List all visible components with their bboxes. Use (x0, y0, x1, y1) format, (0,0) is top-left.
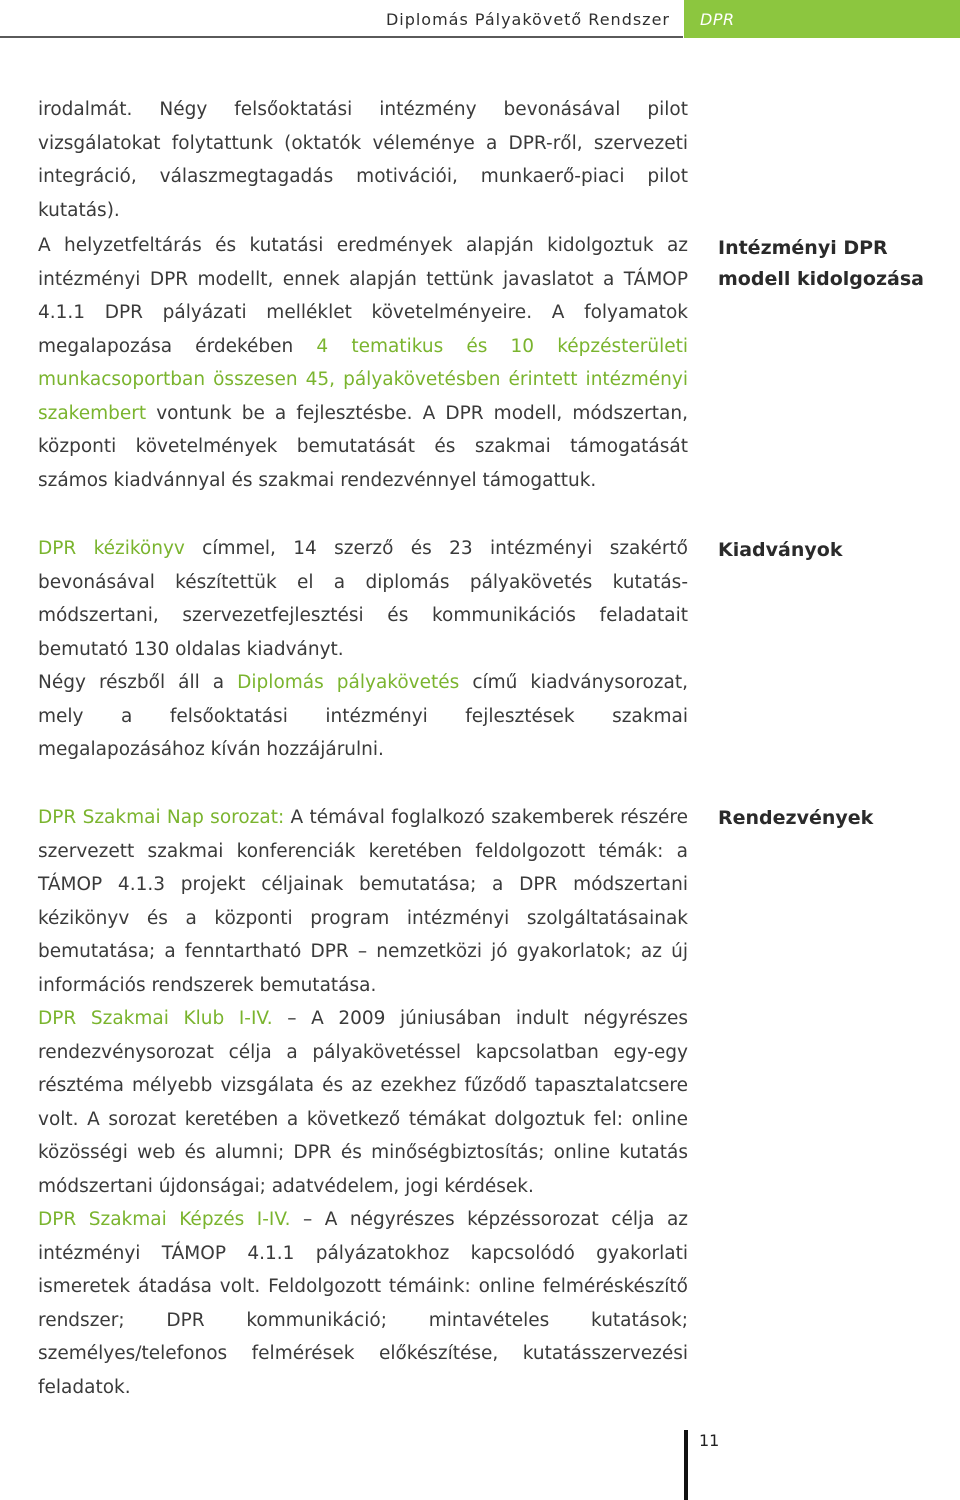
event-club-heading: DPR Szakmai Klub I-IV. (38, 1008, 273, 1029)
side-heading-publications: Kiadványok (718, 539, 843, 561)
header-badge-label: DPR (700, 10, 735, 29)
header-title: Diplomás Pályakövető Rendszer (385, 10, 670, 29)
paragraph-publications-part3: című kiadványsorozat, mely a felsőoktatási intézményi fejlesztések szakmai megalapozásához kíván hozzájárulni. (38, 672, 688, 760)
event-training-heading: DPR Szakmai Képzés I-IV. (38, 1209, 291, 1230)
side-heading-model: Intézményi DPR modell kidolgozása (718, 237, 924, 290)
header-rule (0, 36, 683, 38)
paragraph-publications-part1: címmel, 14 szerző és 23 intézményi szakértő bevonásával készítettük el a diplomás pályakövetés kutatás-módszertani, szervezetfejlesztési és kommunikációs feladatait bemutató 130 oldalas kiadványt. (38, 538, 688, 660)
header-badge (684, 0, 960, 38)
paragraph-model-part2: vontunk be a fejlesztésbe. A DPR modell, módszertan, központi követelmények bemutatását és szakmai támogatását számos kiadvánnyal és szakmai rendezvénnyel támogattuk. (38, 402, 688, 491)
handbook-highlight: DPR kézikönyv (38, 538, 185, 559)
side-heading-events: Rendezvények (718, 807, 874, 829)
event-training-text: – A négyrészes képzéssorozat célja az intézményi TÁMOP 4.1.1 pályázatokhoz kapcsolódó gyakorlati ismeretek átadása volt. Feldolgozott témáink: online felméréskészítő rendszer; DPR kommunikáció; mintavételes kutatások; személyes/telefonos felmérések előkészítése, kutatásszervezési feladatok. (38, 1209, 688, 1398)
event-day-heading: DPR Szakmai Nap sorozat: (38, 807, 285, 828)
footer-rule (684, 1430, 688, 1500)
event-day-text: A témával foglalkozó szakemberek részére szervezett szakmai konferenciák keretében feldolgozott témák: a TÁMOP 4.1.3 projekt céljainak bemutatása; a DPR módszertani kézikönyv és a központi program intézményi szolgáltatásainak bemutatása; a fenntartható DPR – nemzetközi jó gyakorlatok; az új információs rendszerek bemutatása. (38, 807, 689, 996)
page-number: 11 (699, 1431, 720, 1450)
paragraph-events (38, 801, 688, 1404)
event-club-text: – A 2009 júniusában indult négyrészes rendezvénysorozat célja a pályakövetéssel kapcsolatban egy-egy résztéma mélyebb vizsgálata és az ezekhez fűződő tapasztalatcsere volt. A sorozat keretében a következő témákat dolgoztuk fel: online közösségi web és alumni; DPR és minőségbiztosítás; online kutatás módszertani újdonságai; adatvédelem, jogi kérdések. (38, 1008, 688, 1197)
series-highlight: Diplomás pályakövetés (237, 672, 460, 693)
paragraph-pilot: irodalmát. Négy felsőoktatási intézmény bevonásával pilot vizsgálatokat folytattunk (oktatók véleménye a DPR-ről, szervezeti integráció, válaszmegtagadás motivációi, munkaerő-piaci pilot kutatás). (38, 99, 688, 221)
paragraph-publications (38, 532, 688, 767)
paragraph-publications-part2: Négy részből áll a (38, 672, 238, 693)
paragraph-model-part1: A helyzetfeltárás és kutatási eredmények alapján kidolgoztuk az intézményi DPR modellt, ennek alapján tettünk javaslatot a TÁMOP 4.1.1 DPR pályázati melléklet követelményeire. A folyamatok megalapozása érdekében (38, 235, 688, 357)
workgroups-highlight: 4 tematikus és 10 képzésterületi munkacsoportban összesen 45, pályakövetésben érintett intézményi szakembert (38, 335, 688, 424)
paragraph-model (38, 229, 688, 497)
